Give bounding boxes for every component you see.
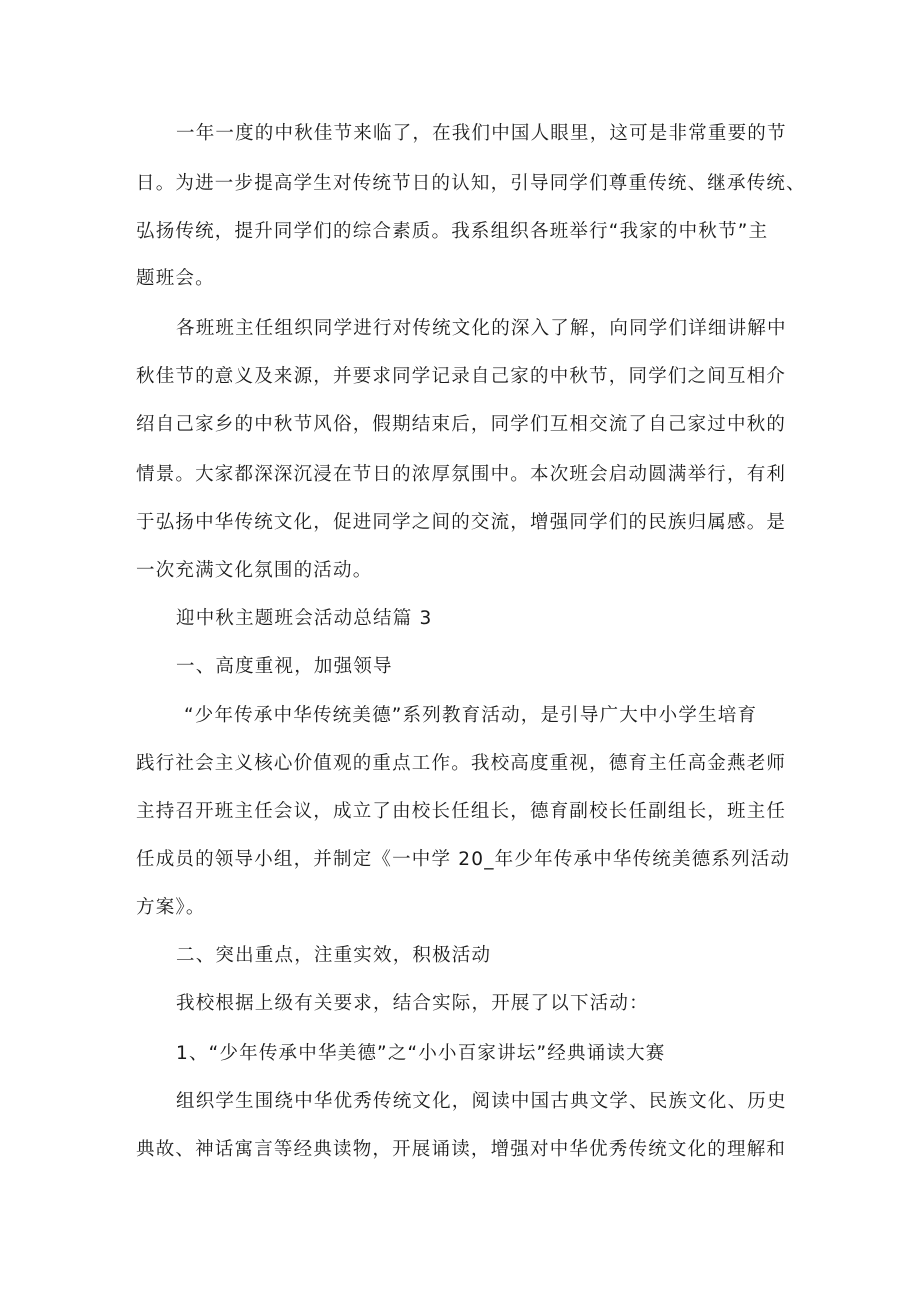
paragraph-class-activity-line-2: 秋佳节的意义及来源，并要求同学记录自己家的中秋节，同学们之间互相介 [136, 366, 787, 387]
paragraph-intro-line-4: 题班会。 [136, 268, 215, 289]
section-1-paragraph-line-4: 任成员的领导小组，并制定《一中学 20_年少年传承中华传统美德系列活动 [136, 849, 791, 870]
paragraph-class-activity-line-6: 一次充满文化氛围的活动。 [136, 560, 373, 581]
paragraph-class-activity-line-1: 各班班主任组织同学进行对传统文化的深入了解，向同学们详细讲解中 [176, 318, 787, 339]
activity-1-paragraph-line-1: 组织学生围绕中华优秀传统文化，阅读中国古典文学、民族文化、历史 [176, 1091, 787, 1112]
section-1-paragraph-line-1: “少年传承中华传统美德”系列教育活动，是引导广大中小学生培育 [184, 705, 758, 726]
paragraph-intro-line-3: 弘扬传统，提升同学们的综合素质。我系组织各班举行“我家的中秋节”主 [136, 221, 769, 242]
activity-1-heading: 1、“少年传承中华美德”之“小小百家讲坛”经典诵读大赛 [176, 1043, 666, 1064]
section-1-paragraph-line-3: 主持召开班主任会议，成立了由校长任组长，德育副校长任副组长，班主任 [136, 801, 787, 822]
paragraph-intro-line-1: 一年一度的中秋佳节来临了，在我们中国人眼里，这可是非常重要的节 [176, 123, 787, 144]
activity-1-paragraph-line-2: 典故、神话寓言等经典读物，开展诵读，增强对中华优秀传统文化的理解和 [136, 1139, 787, 1160]
section-1-paragraph-line-2: 践行社会主义核心价值观的重点工作。我校高度重视，德育主任高金燕老师 [136, 753, 787, 774]
section-1-heading: 一、高度重视，加强领导 [176, 656, 393, 677]
paragraph-class-activity-line-4: 情景。大家都深深沉浸在节日的浓厚氛围中。本次班会启动圆满举行，有利 [136, 464, 787, 485]
paragraph-class-activity-line-3: 绍自己家乡的中秋节风俗，假期结束后，同学们互相交流了自己家过中秋的 [136, 414, 787, 435]
section-1-paragraph-line-5: 方案》。 [136, 897, 206, 918]
section-2-heading: 二、突出重点，注重实效，积极活动 [176, 945, 492, 966]
section-2-intro: 我校根据上级有关要求，结合实际，开展了以下活动： [176, 993, 649, 1014]
article-title: 迎中秋主题班会活动总结篇 3 [176, 608, 433, 629]
paragraph-class-activity-line-5: 于弘扬中华传统文化，促进同学之间的交流，增强同学们的民族归属感。是 [136, 512, 787, 533]
paragraph-intro-line-2: 日。为进一步提高学生对传统节日的认知，引导同学们尊重传统、继承传统、 [136, 173, 806, 194]
